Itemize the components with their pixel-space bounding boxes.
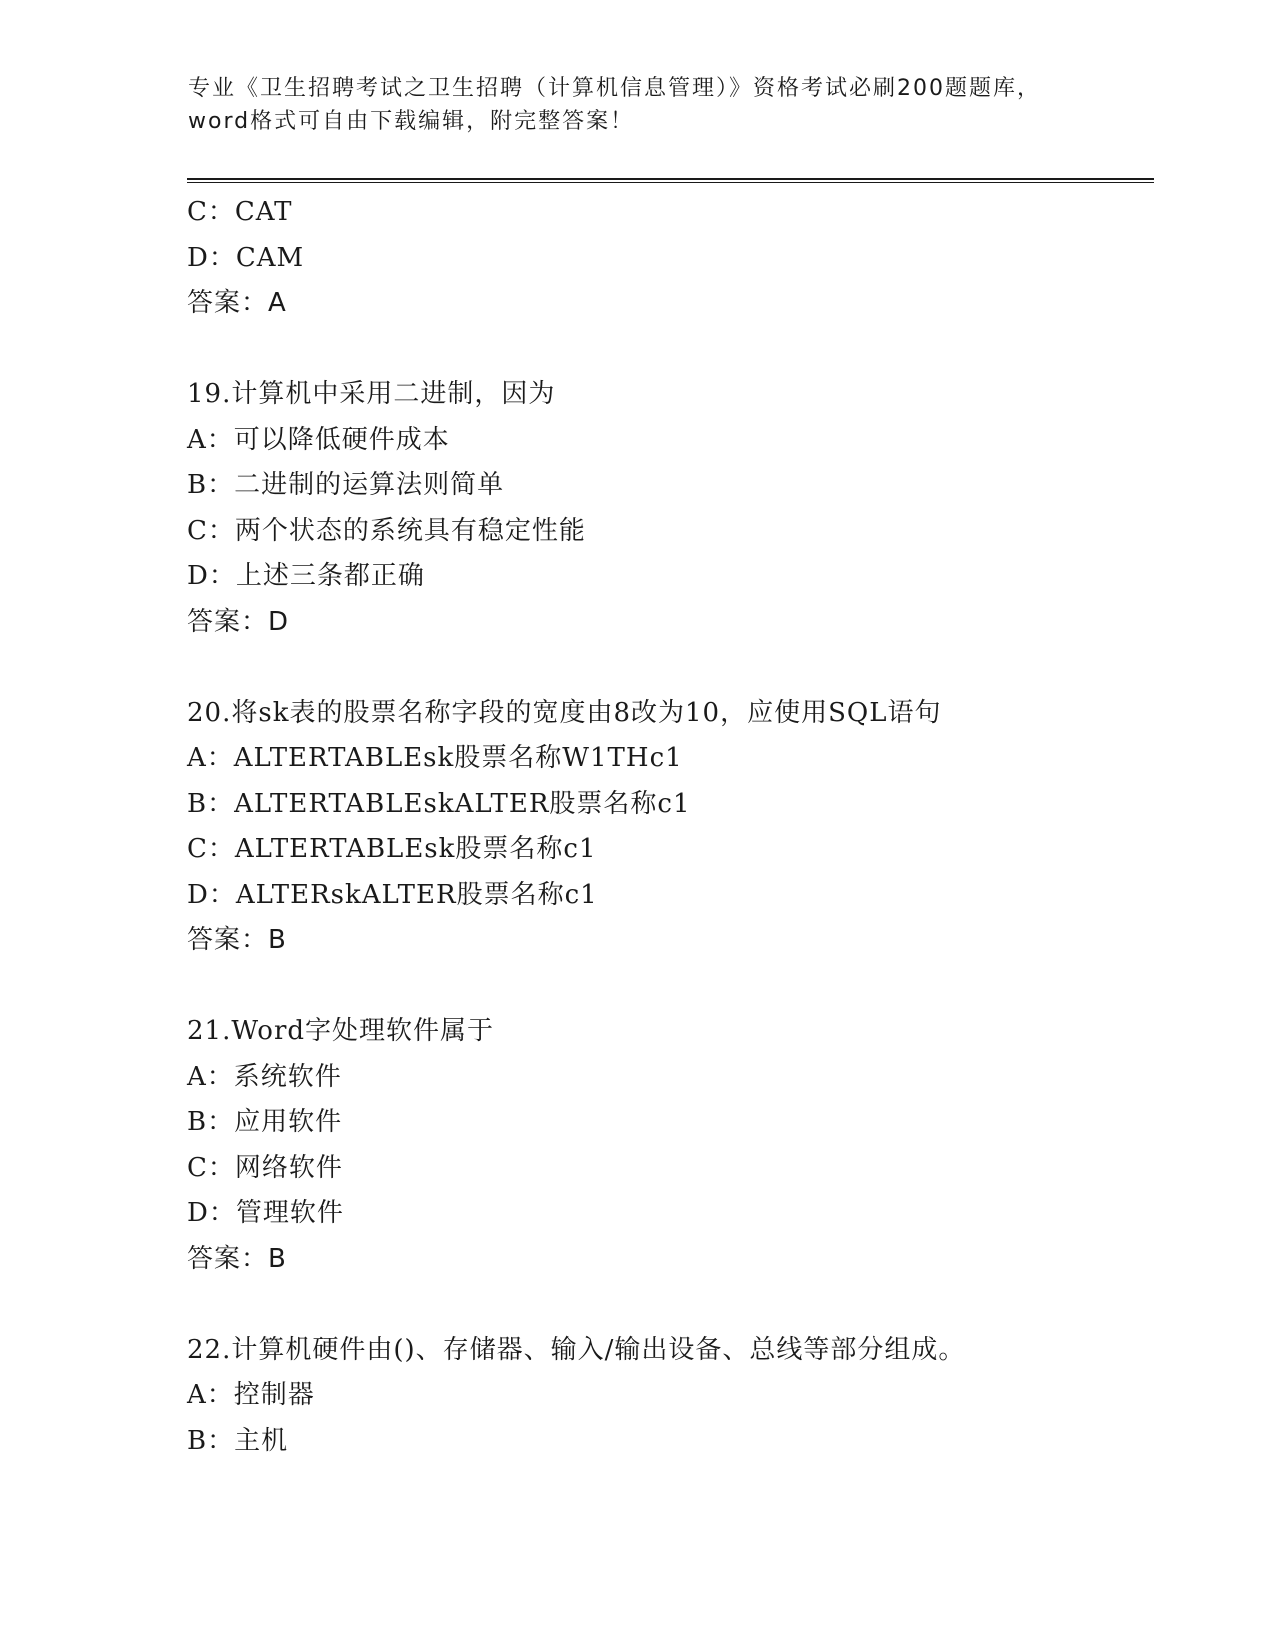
option-b: B：主机: [187, 1425, 289, 1456]
option-d: D：CAM: [187, 242, 305, 273]
spacer: [187, 964, 1147, 1010]
question-22: 22.计算机硬件由()、存储器、输入/输出设备、总线等部分组成。: [187, 1334, 966, 1365]
question-21: 21.Word字处理软件属于: [187, 1016, 495, 1046]
option-d: D：ALTERskALTER股票名称c1: [187, 879, 598, 910]
option-d: D：上述三条都正确: [187, 561, 425, 591]
option-a: A：ALTERTABLEsk股票名称W1THc1: [187, 743, 683, 773]
spacer: [187, 1282, 1147, 1328]
answer-line: 答案：A: [187, 288, 287, 318]
document-header: [188, 72, 1088, 138]
option-a: A：控制器: [187, 1380, 315, 1410]
answer-line: 答案：B: [187, 1243, 287, 1274]
answer-line: 答案：B: [187, 925, 287, 955]
option-b: B：二进制的运算法则简单: [187, 470, 505, 500]
question-20: 20.将sk表的股票名称字段的宽度由8改为10，应使用SQL语句: [187, 697, 942, 728]
option-a: A：可以降低硬件成本: [187, 424, 450, 455]
question-list: [187, 190, 1147, 1464]
spacer: [187, 327, 1147, 373]
option-d: D：管理软件: [187, 1198, 344, 1228]
header-divider: [187, 178, 1154, 183]
option-b: B：应用软件: [187, 1107, 343, 1137]
option-c: C：ALTERTABLEsk股票名称c1: [187, 834, 597, 864]
question-19: 19.计算机中采用二进制，因为: [187, 379, 556, 409]
header-title-line-1: 专业《卫生招聘考试之卫生招聘（计算机信息管理）》资格考试必刷200题题库，: [188, 76, 1041, 101]
option-c: C：CAT: [187, 197, 293, 227]
option-a: A：系统软件: [187, 1061, 342, 1092]
spacer: [187, 645, 1147, 691]
option-c: C：两个状态的系统具有稳定性能: [187, 515, 586, 546]
header-title-line-2: word格式可自由下载编辑，附完整答案！: [188, 109, 635, 134]
answer-line: 答案：D: [187, 606, 290, 637]
option-b: B：ALTERTABLEskALTER股票名称c1: [187, 788, 691, 819]
option-c: C：网络软件: [187, 1152, 343, 1183]
